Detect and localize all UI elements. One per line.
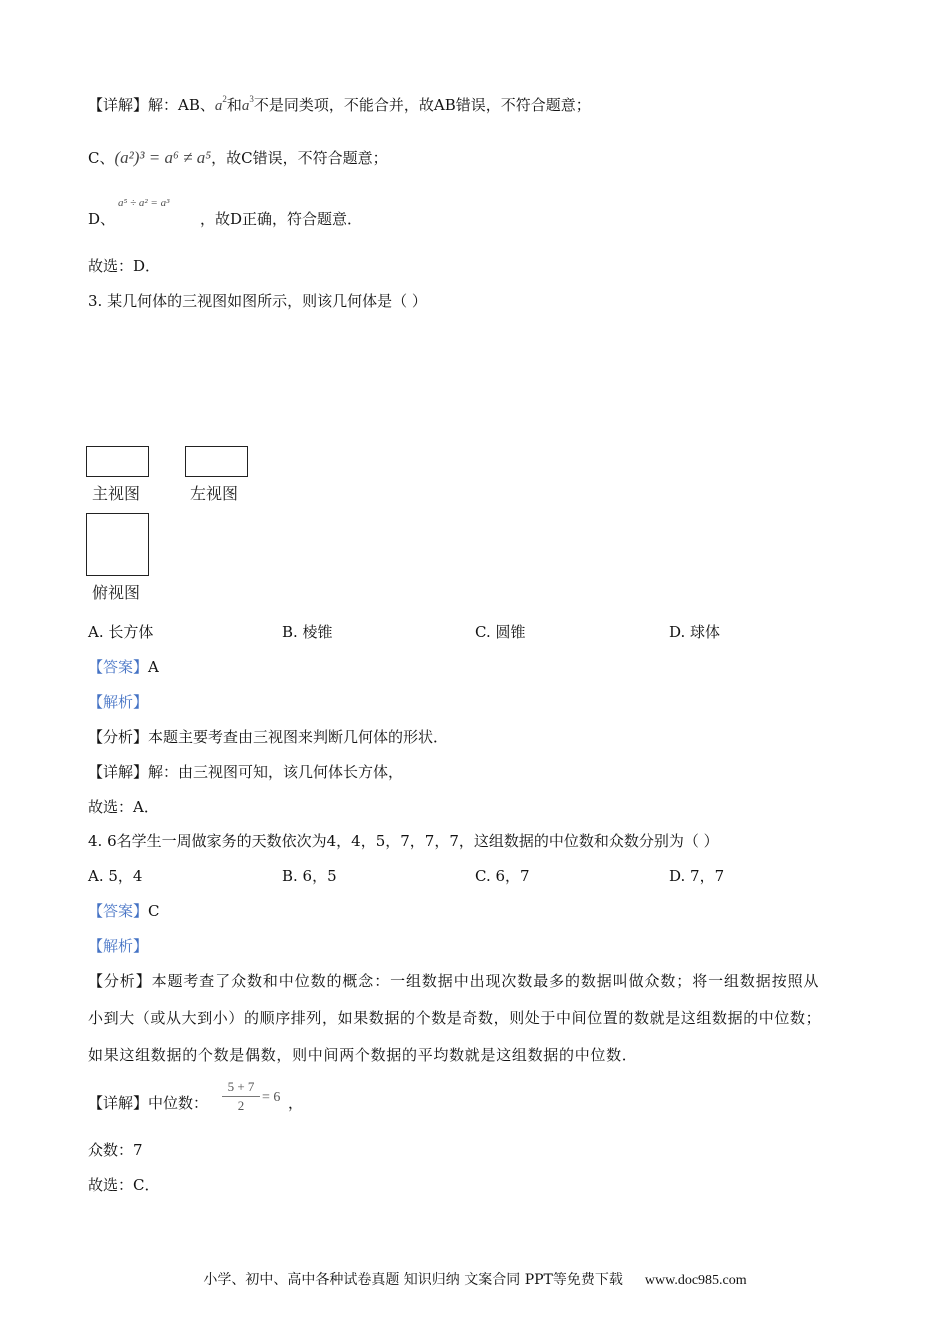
q3-analysis: 【分析】本题主要考查由三视图来判断几何体的形状． <box>88 728 449 746</box>
fraction-denominator: 2 <box>237 1098 245 1113</box>
q4-option-c: C. 6，7 <box>475 867 530 885</box>
q2-detail-line2: C、(a²)³ = a⁶ ≠ a⁵，故C错误，不符合题意； <box>88 148 388 167</box>
left-view-rectangle <box>185 446 248 477</box>
q2-detail-line3-suffix: ，故D正确，符合题意． <box>200 210 363 228</box>
q3-answer: 【答案】A <box>88 658 159 676</box>
q3-option-c: C. 圆锥 <box>475 623 526 641</box>
q3-detail: 【详解】解：由三视图可知，该几何体长方体， <box>88 763 404 781</box>
q2-choice: 故选：D． <box>88 257 161 275</box>
q4-option-a: A. 5，4 <box>88 867 143 885</box>
q4-answer: 【答案】C <box>88 902 160 920</box>
q3-question: 3. 某几何体的三视图如图所示，则该几何体是（ ） <box>88 292 427 310</box>
q2-detail-line1: 【详解】解：AB、$a^2$和$a^3$不是同类项，不能合并，故AB错误，不符合题意； <box>88 94 591 114</box>
q3-option-b: B. 棱锥 <box>282 623 333 641</box>
fraction <box>222 1079 260 1114</box>
q3-option-a: A. 长方体 <box>88 623 154 641</box>
top-view-square <box>86 513 149 576</box>
math-expression-d: a⁵ ÷ a² = a³ <box>118 197 170 209</box>
top-view-label: 俯视图 <box>92 583 141 602</box>
left-view-label: 左视图 <box>190 484 239 503</box>
q4-mode: 众数：7 <box>88 1141 143 1159</box>
q2-detail-line3: D、 <box>88 210 116 228</box>
q3-option-d: D. 球体 <box>669 623 721 641</box>
page-footer <box>0 1269 950 1289</box>
q4-question: 4. 6名学生一周做家务的天数依次为4，4，5，7，7，7，这组数据的中位数和众数分别为（ ） <box>88 832 719 850</box>
q4-analysis-line1: 【分析】本题考查了众数和中位数的概念：一组数据中出现次数最多的数据叫做众数；将一组数据按照从 <box>88 972 820 990</box>
q4-option-d: D. 7，7 <box>669 867 725 885</box>
q4-detail-prefix: 【详解】中位数： <box>88 1094 209 1112</box>
fraction-numerator: 5 + 7 <box>222 1079 260 1097</box>
q4-detail-suffix: ， <box>288 1094 304 1112</box>
front-view-label: 主视图 <box>92 484 141 503</box>
math-expression-c: (a²)³ = a⁶ ≠ a⁵ <box>114 148 212 167</box>
q4-analysis-line2: 小到大（或从大到小）的顺序排列，如果数据的个数是奇数，则处于中间位置的数就是这组数据的中位数； <box>88 1009 822 1027</box>
q4-choice: 故选：C． <box>88 1176 160 1194</box>
fraction-result: = 6 <box>262 1090 281 1105</box>
q3-analysis-tag: 【解析】 <box>88 693 149 711</box>
q4-analysis-line3: 如果这组数据的个数是偶数，则中间两个数据的平均数就是这组数据的中位数． <box>88 1046 638 1064</box>
q4-analysis-tag: 【解析】 <box>88 937 149 955</box>
footer-site-link[interactable]: www.doc985.com <box>644 1273 747 1288</box>
math-a3: $a^3$ <box>241 94 254 114</box>
math-a2: $a^2$ <box>214 94 227 114</box>
front-view-rectangle <box>86 446 149 477</box>
q3-choice: 故选：A． <box>88 798 159 816</box>
q4-option-b: B. 6，5 <box>282 867 337 885</box>
footer-text: 小学、初中、高中各种试卷真题 知识归纳 文案合同 PPT等免费下载 <box>203 1272 623 1288</box>
